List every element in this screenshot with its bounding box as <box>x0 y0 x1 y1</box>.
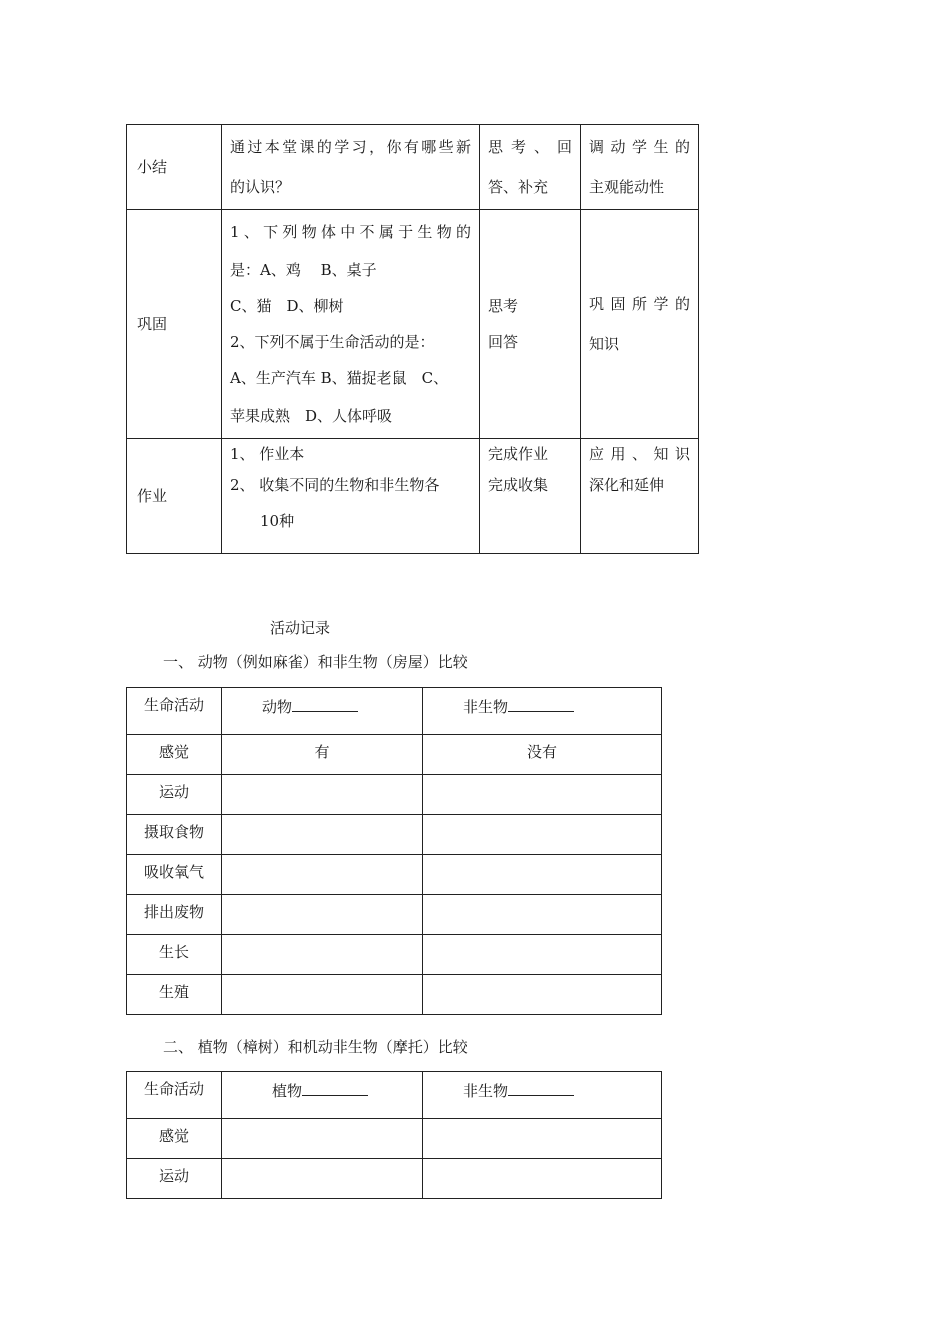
plan-purpose-cell <box>581 210 699 439</box>
plan-content-cell <box>222 125 480 210</box>
nonliving-cell[interactable] <box>423 855 662 895</box>
section2-title: 二、 植物（樟树）和机动非生物（摩托）比较 <box>163 1038 468 1056</box>
plan-row-summary <box>127 125 699 210</box>
header-nonliving <box>423 688 662 735</box>
header-nonliving-label: 非生物 <box>463 698 509 716</box>
header-activity: 生命活动 <box>127 1072 222 1119</box>
plan-content-cell <box>222 210 480 439</box>
student-line: 答、补充 <box>488 178 549 196</box>
activity-cell: 吸收氧气 <box>127 855 222 895</box>
plant-comparison-table <box>126 1071 662 1199</box>
stage-label: 作业 <box>137 487 168 505</box>
nonliving-cell[interactable] <box>423 895 662 935</box>
record-title: 活动记录 <box>270 619 331 637</box>
animal-cell[interactable] <box>222 775 423 815</box>
purpose-line: 调动学生的 <box>589 138 690 156</box>
header-nonliving-label: 非生物 <box>463 1082 509 1100</box>
nonliving-cell[interactable] <box>423 935 662 975</box>
header-animal-label: 动物 <box>262 698 293 716</box>
purpose-line: 巩固所学的 <box>589 295 690 313</box>
purpose-line: 知识 <box>589 335 620 353</box>
table-row <box>127 775 662 815</box>
activity-cell: 排出废物 <box>127 895 222 935</box>
table-row <box>127 1159 662 1199</box>
content-line: 2、 收集不同的生物和非生物各 <box>230 476 440 494</box>
plan-purpose-cell <box>581 125 699 210</box>
content-line: 苹果成熟 D、人体呼吸 <box>230 407 393 425</box>
student-line: 回答 <box>488 333 519 351</box>
nonliving-cell[interactable] <box>423 975 662 1015</box>
table-row <box>127 735 662 775</box>
animal-cell[interactable] <box>222 975 423 1015</box>
content-line: 通过本堂课的学习，你有哪些新 <box>230 138 471 156</box>
fill-in-blank[interactable] <box>508 694 574 712</box>
stage-label: 巩固 <box>137 315 168 333</box>
plan-content-cell <box>222 439 480 554</box>
plan-purpose-cell <box>581 439 699 554</box>
fill-in-blank[interactable] <box>508 1078 574 1096</box>
activity-cell: 感觉 <box>127 735 222 775</box>
content-line: 是：A、鸡 B、桌子 <box>230 261 377 279</box>
nonliving-cell[interactable] <box>423 775 662 815</box>
table-header-row <box>127 688 662 735</box>
header-plant-label: 植物 <box>272 1082 303 1100</box>
purpose-line: 应用、知识 <box>589 445 690 463</box>
header-activity: 生命活动 <box>127 688 222 735</box>
activity-cell: 运动 <box>127 1159 222 1199</box>
table-row <box>127 815 662 855</box>
nonliving-cell[interactable] <box>423 815 662 855</box>
section1-title: 一、 动物（例如麻雀）和非生物（房屋）比较 <box>163 653 468 671</box>
content-line: 的认识？ <box>230 178 291 196</box>
nonliving-cell[interactable]: 没有 <box>423 735 662 775</box>
student-line: 完成收集 <box>488 476 549 494</box>
student-line: 完成作业 <box>488 445 549 463</box>
animal-cell[interactable] <box>222 935 423 975</box>
plant-cell[interactable] <box>222 1159 423 1199</box>
plan-student-cell <box>480 210 581 439</box>
activity-cell: 生殖 <box>127 975 222 1015</box>
header-animal <box>222 688 423 735</box>
content-line: 2、下列不属于生命活动的是： <box>230 333 435 351</box>
content-line: 1、 作业本 <box>230 445 305 463</box>
animal-cell[interactable] <box>222 815 423 855</box>
activity-cell: 感觉 <box>127 1119 222 1159</box>
table-row <box>127 935 662 975</box>
plan-stage-cell <box>127 439 222 554</box>
plan-stage-cell <box>127 125 222 210</box>
activity-cell: 运动 <box>127 775 222 815</box>
content-line: 1、下列物体中不属于生物的 <box>230 223 471 241</box>
content-line: 10种 <box>260 512 295 530</box>
stage-label: 小结 <box>137 158 168 176</box>
purpose-line: 主观能动性 <box>589 178 665 196</box>
table-row <box>127 895 662 935</box>
table-row <box>127 855 662 895</box>
fill-in-blank[interactable] <box>292 694 358 712</box>
plant-cell[interactable] <box>222 1119 423 1159</box>
header-plant <box>222 1072 423 1119</box>
fill-in-blank[interactable] <box>302 1078 368 1096</box>
plan-student-cell <box>480 439 581 554</box>
plan-row-consolidate <box>127 210 699 439</box>
student-line: 思考、回 <box>488 138 572 156</box>
animal-cell[interactable] <box>222 895 423 935</box>
header-nonliving <box>423 1072 662 1119</box>
plan-row-homework <box>127 439 699 554</box>
activity-cell: 摄取食物 <box>127 815 222 855</box>
nonliving-cell[interactable] <box>423 1159 662 1199</box>
table-row <box>127 1119 662 1159</box>
content-line: C、猫 D、柳树 <box>230 297 344 315</box>
purpose-line: 深化和延伸 <box>589 476 665 494</box>
plan-student-cell <box>480 125 581 210</box>
nonliving-cell[interactable] <box>423 1119 662 1159</box>
plan-stage-cell <box>127 210 222 439</box>
lesson-plan-table <box>126 124 699 554</box>
content-line: A、生产汽车 B、猫捉老鼠 C、 <box>230 369 449 387</box>
animal-cell[interactable] <box>222 855 423 895</box>
animal-comparison-table <box>126 687 662 1015</box>
table-row <box>127 975 662 1015</box>
activity-cell: 生长 <box>127 935 222 975</box>
student-line: 思考 <box>488 297 519 315</box>
animal-cell[interactable]: 有 <box>222 735 423 775</box>
table-header-row <box>127 1072 662 1119</box>
